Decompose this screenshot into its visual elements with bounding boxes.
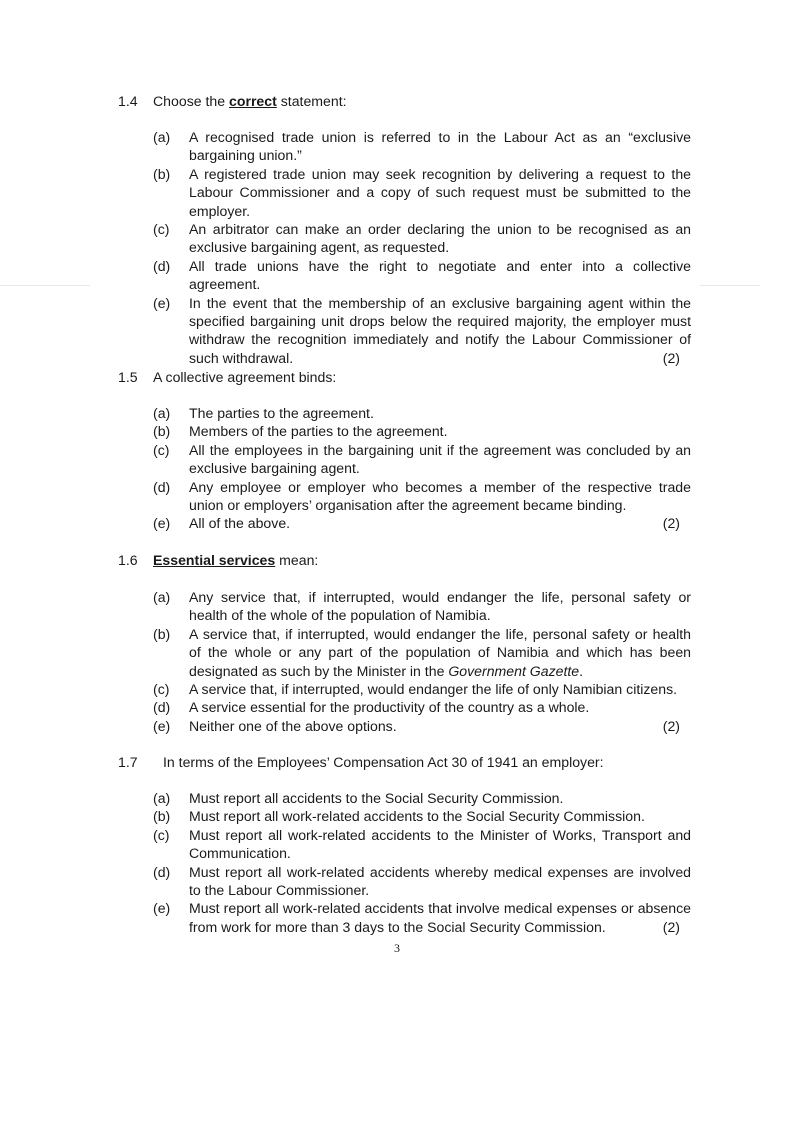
option-label: (c)	[153, 826, 170, 843]
option-label: (e)	[153, 900, 171, 917]
question-header	[0, 368, 794, 387]
option-text: Must report all work-related accidents to the Minister of Works, Transport and Communication.	[189, 826, 691, 862]
option-e	[0, 899, 794, 936]
option-d	[0, 478, 794, 515]
option-label: (c)	[153, 441, 170, 458]
option-text: In the event that the membership of an exclusive bargaining agent within the specified bargaining unit drops below the required majority, the employer must withdraw the recognition immediately and notify the Labour Commissioner of such withdrawal.	[189, 294, 691, 366]
option-label: (a)	[153, 129, 171, 145]
option-e	[0, 717, 794, 735]
question-1-4	[0, 92, 794, 366]
options-list	[0, 128, 794, 367]
option-c	[0, 441, 794, 478]
option-label: (b)	[153, 165, 171, 182]
option-text: Must report all work-related accidents that involve medical expenses or absence from work for more than 3 days to the Social Security Commission.	[189, 900, 691, 935]
option-text: All the employees in the bargaining unit if the agreement was concluded by an exclusive bargaining agent.	[189, 441, 691, 477]
option-text-italic: Government Gazette	[448, 662, 580, 679]
marks-allocation: (2)	[662, 717, 680, 734]
question-stem	[153, 92, 347, 110]
option-d	[0, 863, 794, 900]
option-text: Members of the parties to the agreement.	[189, 423, 448, 440]
question-number: 1.6	[118, 552, 138, 568]
option-text: All trade unions have the right to negotiate and enter into a collective agreement.	[189, 257, 691, 293]
option-text: Must report all work-related accidents to the Social Security Commission.	[189, 808, 645, 825]
option-label: (b)	[153, 625, 171, 642]
option-text: Any service that, if interrupted, would endanger the life, personal safety or health of the whole of the population of Namibia.	[189, 589, 691, 624]
question-1-7	[0, 753, 794, 935]
option-label: (e)	[153, 717, 171, 734]
option-text-main: A service that, if interrupted, would endanger the life, personal safety or health of the whole or any part of the population of Namibia and which has been designated as such by the Minister in the	[189, 625, 691, 679]
option-b	[0, 807, 794, 825]
page-number: 3	[394, 941, 400, 955]
option-label: (a)	[153, 405, 171, 421]
option-e	[0, 294, 794, 368]
question-1-5	[0, 368, 794, 532]
stem-text-after: statement:	[276, 93, 347, 109]
option-text-end: .	[579, 662, 584, 679]
stem-text-before: A collective agreement binds:	[153, 369, 337, 385]
options-list	[0, 404, 794, 533]
question-stem	[153, 551, 318, 569]
option-text: Any employee or employer who becomes a member of the respective trade union or employers’ organisation after the agreement became binding.	[189, 478, 691, 514]
option-a	[0, 789, 794, 807]
option-d	[0, 698, 794, 716]
option-label: (e)	[153, 294, 171, 311]
option-text: Must report all accidents to the Social Security Commission.	[189, 790, 564, 806]
question-header	[0, 551, 794, 570]
option-label: (b)	[153, 423, 171, 440]
option-e	[0, 514, 794, 532]
question-number: 1.5	[118, 369, 138, 385]
question-stem	[163, 753, 604, 771]
option-label: (b)	[153, 808, 171, 825]
option-d	[0, 257, 794, 294]
marks-allocation: (2)	[662, 918, 680, 935]
question-stem	[153, 368, 336, 386]
option-text: A service essential for the productivity of the country as a whole.	[189, 699, 590, 716]
option-c	[0, 220, 794, 257]
option-label: (a)	[153, 790, 171, 806]
option-a	[0, 588, 794, 625]
option-label: (d)	[153, 478, 171, 495]
stem-text-after: mean:	[275, 552, 319, 568]
marks-allocation: (2)	[662, 349, 680, 366]
question-1-6	[0, 551, 794, 734]
stem-emphasis: correct	[229, 93, 277, 109]
option-label: (a)	[153, 589, 171, 605]
option-b	[0, 165, 794, 220]
question-number: 1.4	[118, 93, 138, 109]
option-label: (c)	[153, 221, 170, 238]
option-text: A service that, if interrupted, would endanger the life of only Namibian citizens.	[189, 681, 678, 698]
option-text: Neither one of the above options.	[189, 717, 397, 734]
option-text: Must report all work-related accidents whereby medical expenses are involved to the Labour Commissioner.	[189, 863, 691, 899]
option-text: An arbitrator can make an order declaring the union to be recognised as an exclusive bargaining agent, as requested.	[189, 221, 691, 256]
option-label: (d)	[153, 257, 171, 274]
marks-allocation: (2)	[662, 515, 680, 532]
question-header	[0, 753, 794, 772]
stem-emphasis: Essential services	[153, 552, 276, 568]
option-a	[0, 128, 794, 165]
question-number: 1.7	[118, 754, 138, 770]
option-text	[189, 625, 691, 680]
option-text: All of the above.	[189, 515, 291, 532]
question-header	[0, 92, 794, 111]
option-text: A recognised trade union is referred to in the Labour Act as an “exclusive bargaining union.”	[189, 129, 691, 164]
option-label: (d)	[153, 699, 171, 716]
stem-text-before: In terms of the Employees’ Compensation Act 30 of 1941 an employer:	[163, 754, 604, 770]
option-label: (c)	[153, 681, 170, 698]
option-a	[0, 404, 794, 422]
options-list	[0, 789, 794, 936]
option-c	[0, 826, 794, 863]
option-text: A registered trade union may seek recognition by delivering a request to the Labour Commissioner and a copy of such request must be submitted to the employer.	[189, 165, 691, 219]
option-label: (e)	[153, 515, 171, 532]
option-text: The parties to the agreement.	[189, 405, 374, 421]
option-label: (d)	[153, 863, 171, 880]
stem-text-before: Choose the	[153, 93, 230, 109]
option-b	[0, 422, 794, 440]
options-list	[0, 588, 794, 735]
option-c	[0, 680, 794, 698]
option-b	[0, 625, 794, 680]
